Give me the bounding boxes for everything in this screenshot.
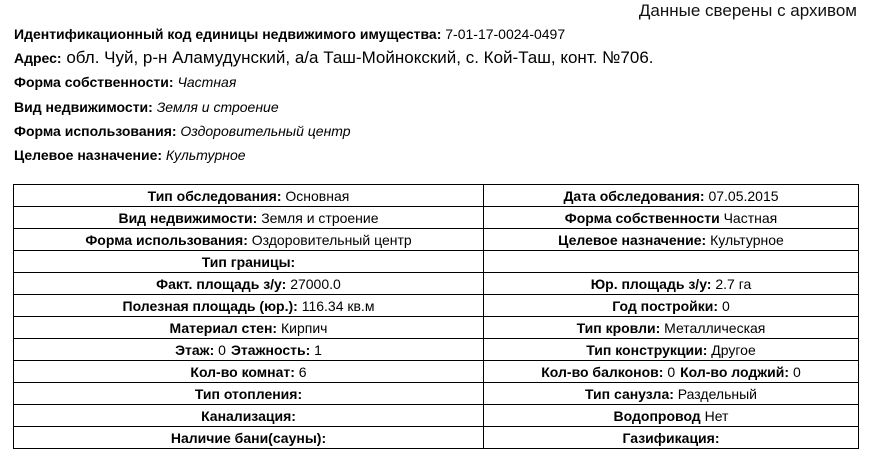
survey-type-value: Основная xyxy=(285,187,350,204)
usage-label: Форма использования: xyxy=(14,122,177,139)
property-type-line xyxy=(14,95,864,119)
roof-type-cell xyxy=(484,317,859,339)
actual-area-cell xyxy=(14,273,484,295)
usage-value: Оздоровительный центр xyxy=(180,122,351,139)
actual-area-label: Факт. площадь з/у: xyxy=(156,275,287,292)
table-row xyxy=(14,295,859,317)
legal-area-cell xyxy=(484,273,859,295)
table-ownership-value: Частная xyxy=(723,209,778,226)
actual-area-value: 27000.0 xyxy=(290,275,341,292)
purpose-value: Культурное xyxy=(165,147,246,164)
legal-area-label: Юр. площадь з/у: xyxy=(590,275,712,292)
empty-cell xyxy=(484,251,859,273)
boundary-type-cell xyxy=(14,251,484,273)
heating-type-cell xyxy=(14,383,484,405)
purpose-line xyxy=(14,143,864,167)
water-supply-label: Водопровод xyxy=(613,407,701,424)
bathroom-type-label: Тип санузла: xyxy=(585,385,674,402)
table-ownership-label: Форма собственности xyxy=(564,209,720,226)
wall-material-value: Кирпич xyxy=(280,319,328,336)
sauna-cell xyxy=(14,427,484,449)
floor-label: Этаж: xyxy=(175,341,215,358)
survey-date-label: Дата обследования: xyxy=(563,187,705,204)
heating-type-label: Тип отопления: xyxy=(194,385,303,402)
construction-type-value: Другое xyxy=(711,341,756,358)
ownership-value: Частная xyxy=(177,74,237,91)
useful-area-label: Полезная площадь (юр.): xyxy=(122,297,298,314)
usage-line xyxy=(14,119,864,143)
usage-cell xyxy=(14,229,484,251)
floor-value: 0 xyxy=(218,341,226,358)
rooms-cell xyxy=(14,361,484,383)
table-usage-label: Форма использования: xyxy=(85,231,248,248)
purpose-label: Целевое назначение: xyxy=(14,147,163,164)
balconies-label: Кол-во балконов: xyxy=(541,363,664,380)
build-year-cell xyxy=(484,295,859,317)
table-row xyxy=(14,405,859,427)
useful-area-value: 116.34 кв.м xyxy=(301,297,375,314)
property-id-value: 7-01-17-0024-0497 xyxy=(445,26,566,42)
gasification-label: Газификация: xyxy=(622,429,720,446)
useful-area-cell xyxy=(14,295,484,317)
sewerage-label: Канализация: xyxy=(201,407,296,424)
survey-type-label: Тип обследования: xyxy=(147,187,282,204)
build-year-label: Год постройки: xyxy=(612,297,719,314)
rooms-value: 6 xyxy=(298,363,307,380)
table-row xyxy=(14,383,859,405)
table-row xyxy=(14,427,859,449)
roof-type-label: Тип кровли: xyxy=(576,319,661,336)
sauna-label: Наличие бани(сауны): xyxy=(170,429,327,446)
table-property-type-label: Вид недвижимости: xyxy=(118,209,258,226)
bathroom-type-cell xyxy=(484,383,859,405)
ownership-cell xyxy=(484,207,859,229)
ownership-label: Форма собственности: xyxy=(14,74,174,91)
property-id-line xyxy=(14,22,864,46)
bathroom-type-value: Раздельный xyxy=(677,385,757,402)
table-row xyxy=(14,229,859,251)
water-supply-cell xyxy=(484,405,859,427)
property-info-block xyxy=(14,22,864,167)
table-row xyxy=(14,273,859,295)
purpose-cell xyxy=(484,229,859,251)
archive-verified-note: Данные сверены с архивом xyxy=(638,1,857,20)
property-type-cell xyxy=(14,207,484,229)
survey-details-table xyxy=(13,184,859,449)
sewerage-cell xyxy=(14,405,484,427)
loggias-value: 0 xyxy=(792,363,801,380)
legal-area-value: 2.7 га xyxy=(715,275,752,292)
table-row xyxy=(14,317,859,339)
address-label: Адрес: xyxy=(14,50,62,67)
water-supply-value: Нет xyxy=(704,407,729,424)
address-line xyxy=(14,46,864,70)
construction-type-cell xyxy=(484,339,859,361)
construction-type-label: Тип конструкции: xyxy=(586,341,708,358)
build-year-value: 0 xyxy=(721,297,730,314)
survey-type-cell xyxy=(14,185,484,207)
address-value: обл. Чуй, р-н Аламудунский, а/а Таш-Мойнокский, с. Кой-Таш, конт. №706. xyxy=(66,48,654,68)
table-row xyxy=(14,339,859,361)
table-row xyxy=(14,207,859,229)
table-usage-value: Оздоровительный центр xyxy=(251,231,412,248)
gasification-cell xyxy=(484,427,859,449)
balconies-value: 0 xyxy=(667,363,676,380)
wall-material-cell xyxy=(14,317,484,339)
ownership-line xyxy=(14,70,864,94)
table-purpose-value: Культурное xyxy=(710,231,784,248)
survey-date-cell xyxy=(484,185,859,207)
table-row xyxy=(14,185,859,207)
loggias-label: Кол-во лоджий: xyxy=(680,363,790,380)
table-row xyxy=(14,361,859,383)
table-property-type-value: Земля и строение xyxy=(261,209,379,226)
storeys-label: Этажность: xyxy=(230,341,311,358)
storeys-value: 1 xyxy=(314,341,322,358)
rooms-label: Кол-во комнат: xyxy=(190,363,295,380)
survey-date-value: 07.05.2015 xyxy=(708,187,779,204)
floor-cell xyxy=(14,339,484,361)
property-id-label: Идентификационный код единицы недвижимого имущества: xyxy=(14,26,442,42)
balconies-loggias-cell xyxy=(484,361,859,383)
table-row xyxy=(14,251,859,273)
wall-material-label: Материал стен: xyxy=(169,319,278,336)
property-type-label: Вид недвижимости: xyxy=(14,98,153,115)
property-type-value: Земля и строение xyxy=(156,98,279,115)
table-purpose-label: Целевое назначение: xyxy=(558,231,707,248)
boundary-type-label: Тип границы: xyxy=(201,253,296,270)
roof-type-value: Металлическая xyxy=(664,319,766,336)
